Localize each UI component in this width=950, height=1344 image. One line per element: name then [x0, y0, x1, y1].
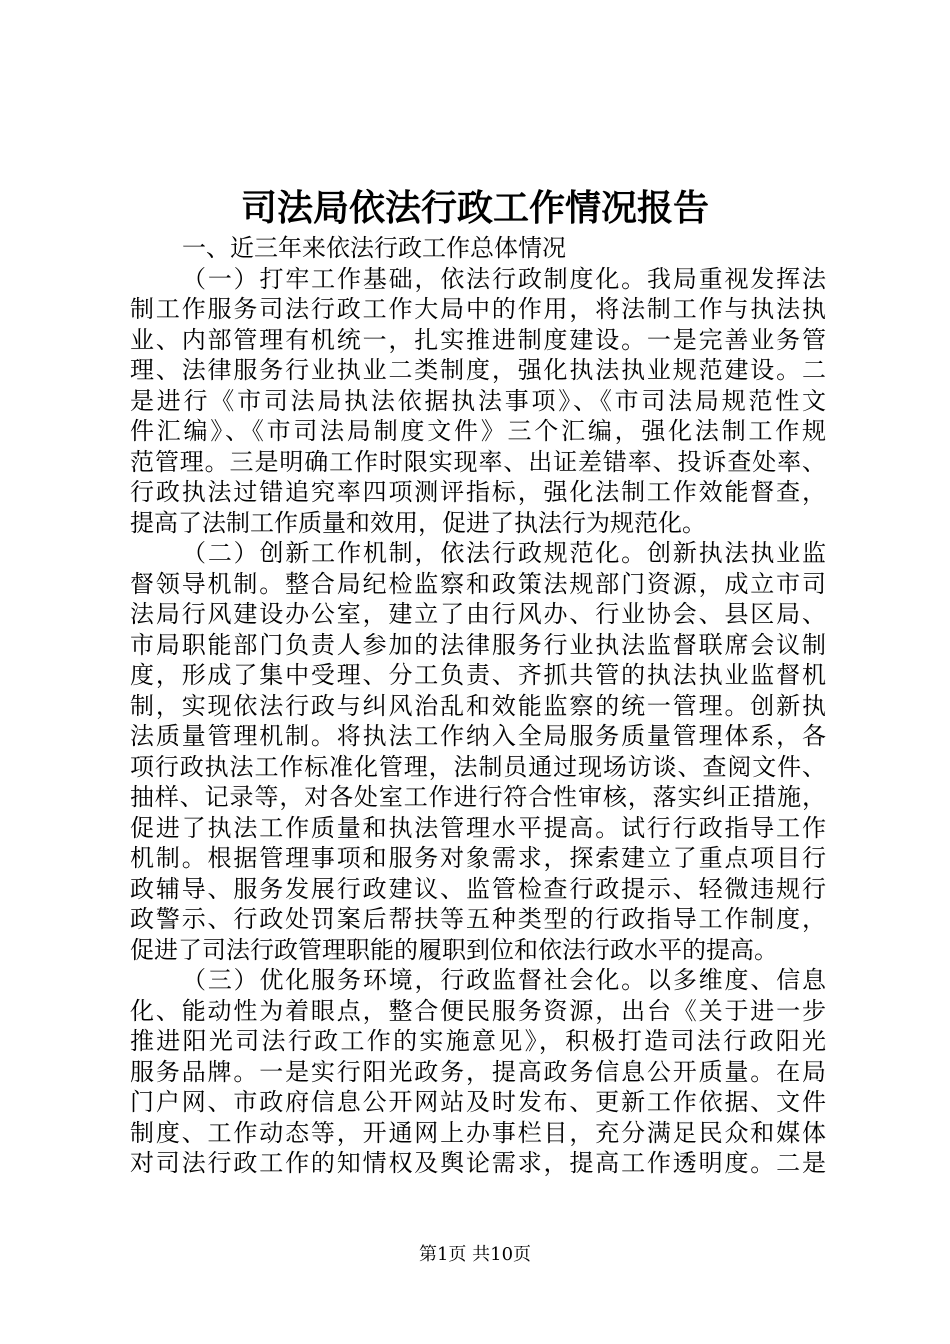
text-line: 提高了法制工作质量和效用，促进了执法行为规范化。	[130, 508, 706, 537]
text-line: 政警示、行政处罚案后帮扶等五种类型的行政指导工作制度，	[130, 905, 826, 933]
text-line: 门户网、市政府信息公开网站及时发布、更新工作依据、文件	[130, 1088, 826, 1116]
text-line: 项行政执法工作标准化管理，法制员通过现场访谈、查阅文件、	[130, 752, 826, 781]
text-line: 抽样、记录等，对各处室工作进行符合性审核，落实纠正措施，	[130, 783, 826, 811]
text-line: 政辅导、服务发展行政建议、监管检查行政提示、轻微违规行	[130, 874, 826, 903]
text-line: 法局行风建设办公室，建立了由行风办、行业协会、县区局、	[130, 600, 826, 628]
text-line: 机制。根据管理事项和服务对象需求，探索建立了重点项目行	[130, 844, 826, 872]
text-line: 业、内部管理有机统一，扎实推进制度建设。一是完善业务管	[130, 325, 826, 354]
paragraph-3	[130, 965, 826, 1179]
text-line: 制，实现依法行政与纠风治乱和效能监察的统一管理。创新执	[130, 691, 826, 720]
text-line: 是进行《市司法局执法依据执法事项》、《市司法局规范性文	[130, 386, 826, 415]
document-body	[130, 233, 826, 1179]
text-line: 法质量管理机制。将执法工作纳入全局服务质量管理体系，各	[130, 722, 826, 750]
text-line: 范管理。三是明确工作时限实现率、出证差错率、投诉查处率、	[130, 447, 826, 476]
text-line: （二）创新工作机制，依法行政规范化。创新执法执业监	[182, 539, 826, 567]
text-line: 促进了司法行政管理职能的履职到位和依法行政水平的提高。	[130, 935, 778, 964]
text-line: 督领导机制。整合局纪检监察和政策法规部门资源，成立市司	[130, 569, 826, 598]
section-heading: 一、近三年来依法行政工作总体情况	[182, 234, 566, 262]
text-line: 件汇编》、《市司法局制度文件》三个汇编，强化法制工作规	[130, 417, 826, 445]
text-line: 行政执法过错追究率四项测评指标，强化法制工作效能督查，	[130, 478, 826, 506]
text-line: 对司法行政工作的知情权及舆论需求，提高工作透明度。二是	[130, 1149, 826, 1177]
text-line: 制工作服务司法行政工作大局中的作用，将法制工作与执法执	[130, 295, 826, 323]
text-line: 促进了执法工作质量和执法管理水平提高。试行行政指导工作	[130, 813, 826, 842]
paragraph-1	[130, 264, 826, 539]
text-line: （三）优化服务环境，行政监督社会化。以多维度、信息	[182, 966, 826, 994]
text-line: 度，形成了集中受理、分工负责、齐抓共管的执法执业监督机	[130, 661, 826, 689]
text-line: 化、能动性为着眼点，整合便民服务资源，出台《关于进一步	[130, 996, 826, 1025]
text-line: 推进阳光司法行政工作的实施意见》，积极打造司法行政阳光	[130, 1027, 826, 1055]
paragraph-2	[130, 538, 826, 965]
text-line: 服务品牌。一是实行阳光政务，提高政务信息公开质量。在局	[130, 1057, 826, 1086]
document-title: 司法局依法行政工作情况报告	[240, 187, 709, 229]
text-line: 理、法律服务行业执业二类制度，强化执法执业规范建设。二	[130, 356, 826, 384]
text-line: 制度、工作动态等，开通网上办事栏目，充分满足民众和媒体	[130, 1118, 826, 1147]
text-line: 市局职能部门负责人参加的法律服务行业执法监督联席会议制	[130, 630, 826, 659]
page-footer: 第1页 共10页	[418, 1244, 532, 1265]
text-line: （一）打牢工作基础，依法行政制度化。我局重视发挥法	[182, 264, 826, 293]
